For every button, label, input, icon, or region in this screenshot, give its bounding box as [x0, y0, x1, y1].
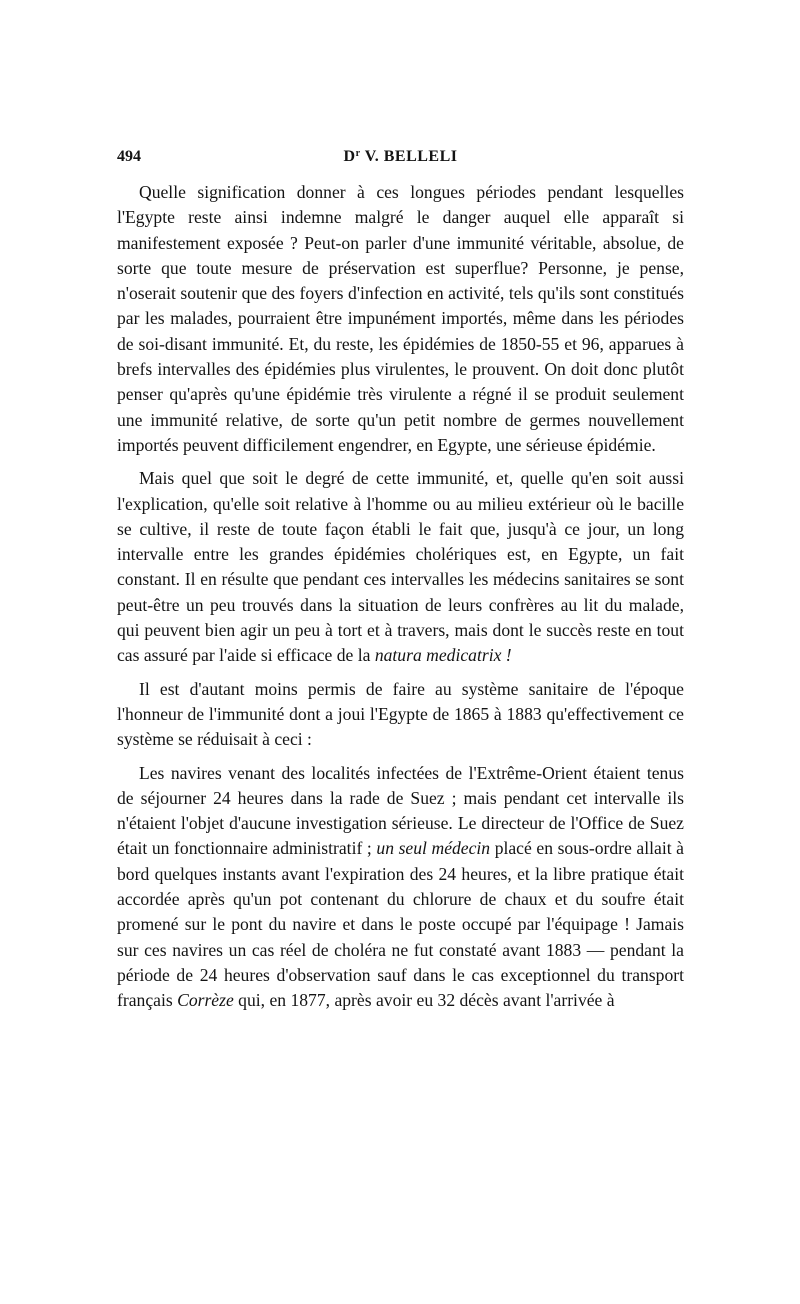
- author-prefix-sup: r: [355, 148, 361, 159]
- running-head: [117, 148, 684, 166]
- paragraph-2-italic: natura medicatrix !: [374, 645, 512, 666]
- paragraph-4-italic-2: Corrèze: [177, 990, 234, 1011]
- body-text: [117, 180, 684, 1014]
- paragraph-4: [117, 761, 684, 1014]
- paragraph-4-text-before: Les navires venant des localités infectées de l'Extrême-Orient étaient tenus de séjourner 24 heures dans la rade de Suez ; mais pendant cet intervalle ils n'étaient l'objet d'aucune investigation sérieuse. Le directeur de l'Office de Suez était un fonctionnaire administratif ;: [117, 762, 684, 859]
- paragraph-4-text-after: qui, en 1877, après avoir eu 32 décès avant l'arrivée à: [233, 990, 615, 1011]
- paragraph-2-text: Mais quel que soit le degré de cette immunité, et, quelle qu'en soit aussi l'explication, qu'elle soit relative à l'homme ou au milieu extérieur où le bacille se cultive, il reste de toute façon établi le fait que, jusqu'à ce jour, un long intervalle entre les grandes épidémies cholériques est, en Egypte, un fait constant. Il en résulte que pendant ces intervalles les médecins sanitaires se sont peut-être un peu trouvés dans la situation de leurs confrères au lit du malade, qui peuvent bien agir un peu à tort et à travers, mais dont le succès reste en tout cas assuré par l'aide si efficace de la: [117, 468, 684, 666]
- author-prefix: D: [343, 148, 356, 165]
- page-header: [117, 148, 684, 172]
- paragraph-3: Il est d'autant moins permis de faire au système sanitaire de l'époque l'honneur de l'immunité dont a joui l'Egypte de 1865 à 1883 qu'effectivement ce système se réduisait à ceci :: [117, 678, 684, 750]
- paragraph-4-text-middle: placé en sous-ordre allait à bord quelques instants avant l'expiration des 24 heures, et la libre pratique était accordée après qu'un pot contenant du chlorure de chaux et du soufre était promené sur le pont du navire et dans le poste occupé par l'équipage ! Jamais sur ces navires un cas réel de choléra ne fut constaté avant 1883 — pendant la période de 24 heures d'observation sauf dans le cas exceptionnel du transport français: [117, 838, 684, 1011]
- book-page: [117, 148, 684, 1014]
- author-name: V. BELLELI: [364, 148, 458, 165]
- page-number: 494: [117, 148, 141, 165]
- paragraph-1: Quelle signification donner à ces longues périodes pendant lesquelles l'Egypte reste ainsi indemne malgré le danger auquel elle apparaît si manifestement exposée ? Peut-on parler d'une immunité véritable, absolue, de sorte que toute mesure de préservation est superflue? Personne, je pense, n'oserait soutenir que des foyers d'infection en activité, tels qu'ils sont constitués par les malades, pourraient être impunément importés, même dans les périodes de soi-disant immunité. Et, du reste, les épidémies de 1850-55 et 96, apparues à brefs intervalles des épidémies plus virulentes, le prouvent. On doit donc plutôt penser qu'après qu'une épidémie très virulente a régné il se produit seulement une immunité relative, de sorte qu'un petit nombre de germes nouvellement importés peuvent difficilement engendrer, en Egypte, une sérieuse épidémie.: [117, 182, 684, 455]
- paragraph-2: [117, 466, 684, 668]
- paragraph-4-italic-1: un seul médecin: [376, 838, 491, 859]
